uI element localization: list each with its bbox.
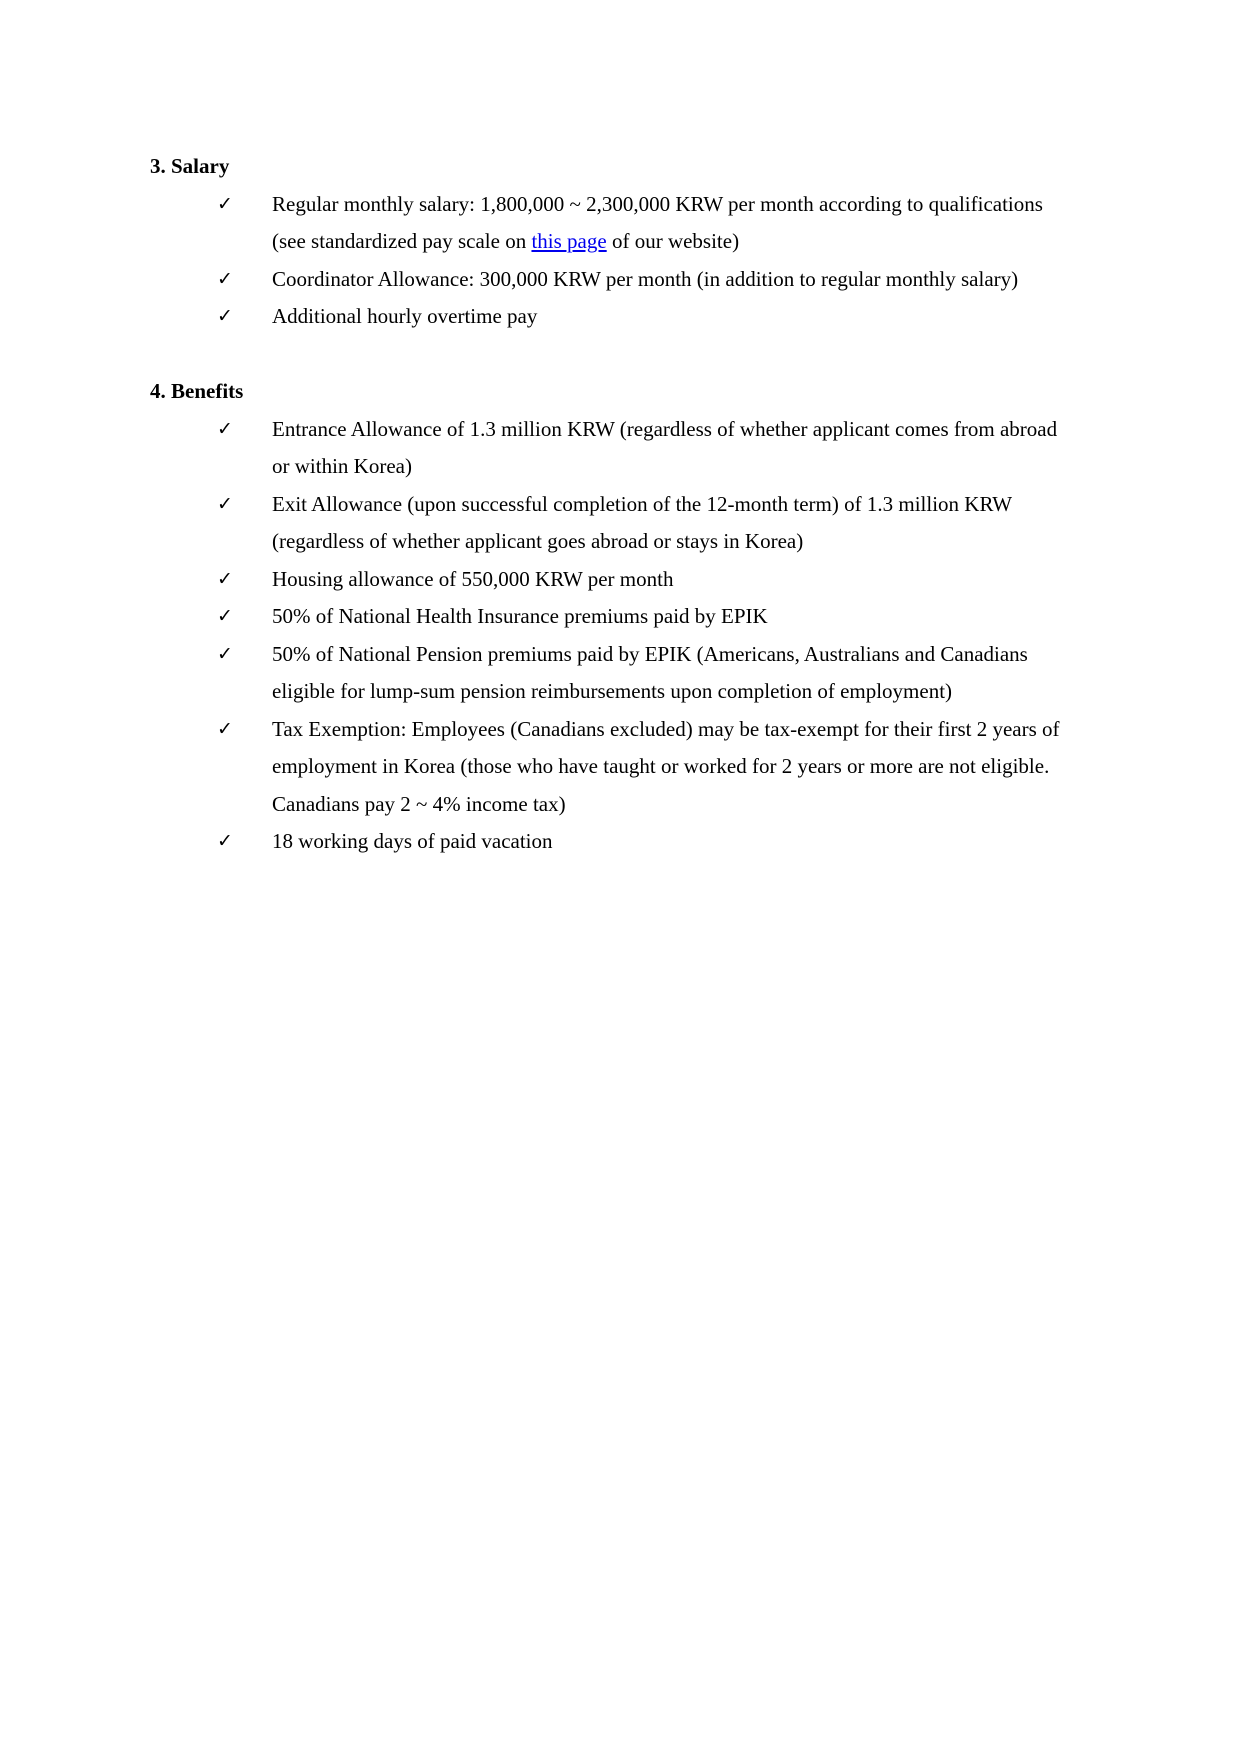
list-item-line: 50% of National Health Insurance premiums paid by EPIK bbox=[272, 604, 768, 628]
checkmark-icon: ✓ bbox=[217, 417, 233, 440]
link-line-post-text: of our website) bbox=[606, 229, 740, 253]
list-item-line: eligible for lump-sum pension reimbursements upon completion of employment) bbox=[272, 679, 953, 703]
list-item-line: Regular monthly salary: 1,800,000 ~ 2,300,000 KRW per month according to qualifications bbox=[272, 191, 1043, 216]
checkmark-icon: ✓ bbox=[217, 717, 233, 740]
checkmark-icon: ✓ bbox=[217, 305, 233, 327]
link-line-pre-text: (see standardized pay scale on bbox=[272, 229, 532, 253]
list-item bbox=[150, 823, 1201, 861]
list-item bbox=[150, 298, 1201, 336]
section-heading-salary: 3. Salary bbox=[150, 154, 230, 178]
list-item bbox=[150, 261, 1201, 299]
checkmark-icon: ✓ bbox=[217, 567, 233, 590]
list-item-line: Exit Allowance (upon successful completion of the 12-month term) of 1.3 million KRW bbox=[272, 491, 1013, 516]
checkmark-icon: ✓ bbox=[217, 642, 233, 665]
list-item-line bbox=[272, 223, 1201, 261]
checkmark-icon: ✓ bbox=[217, 830, 233, 852]
checkmark-icon: ✓ bbox=[217, 492, 233, 515]
list-item-line: Housing allowance of 550,000 KRW per month bbox=[272, 566, 674, 591]
list-item bbox=[150, 561, 1201, 599]
this-page-link[interactable]: this page bbox=[531, 229, 607, 253]
list-item-line: or within Korea) bbox=[272, 454, 412, 478]
list-item bbox=[150, 186, 1201, 261]
list-item bbox=[150, 636, 1201, 711]
list-item-line: Tax Exemption: Employees (Canadians excluded) may be tax-exempt for their first 2 years of bbox=[272, 716, 1060, 741]
list-item bbox=[150, 411, 1201, 486]
list-item bbox=[150, 486, 1201, 561]
list-item-line: Entrance Allowance of 1.3 million KRW (regardless of whether applicant comes from abroad bbox=[272, 416, 1058, 441]
document-content bbox=[150, 148, 1201, 861]
checkmark-icon: ✓ bbox=[217, 605, 233, 627]
checkmark-icon: ✓ bbox=[217, 192, 233, 215]
list-item bbox=[150, 598, 1201, 636]
list-item-line: Coordinator Allowance: 300,000 KRW per month (in addition to regular monthly salary) bbox=[272, 266, 1019, 291]
list-item-line: Additional hourly overtime pay bbox=[272, 304, 538, 328]
list-item-line: 18 working days of paid vacation bbox=[272, 829, 553, 853]
section-heading-benefits: 4. Benefits bbox=[150, 379, 244, 403]
list-item-line: employment in Korea (those who have taught or worked for 2 years or more are not eligible. bbox=[272, 754, 1050, 778]
list-item-line: 50% of National Pension premiums paid by EPIK (Americans, Australians and Canadians bbox=[272, 641, 1028, 666]
checkmark-icon: ✓ bbox=[217, 267, 233, 290]
list-item-line: (regardless of whether applicant goes abroad or stays in Korea) bbox=[272, 529, 804, 553]
list-item bbox=[150, 711, 1201, 824]
list-item-line: Canadians pay 2 ~ 4% income tax) bbox=[272, 791, 566, 816]
